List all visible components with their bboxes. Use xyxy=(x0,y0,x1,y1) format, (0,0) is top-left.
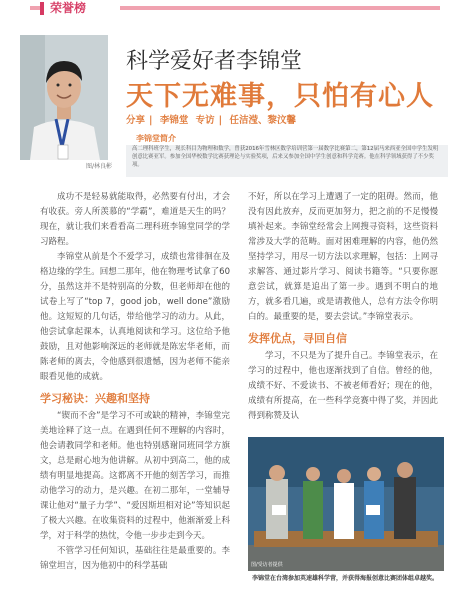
byline-share-name: 李锦堂 xyxy=(159,115,189,126)
paragraph: “锲而不舍”是学习不可或缺的精神，李锦堂完美地诠释了这一点。在遇到任何不理解的内容时，他会请教同学和老师。他也特别感谢同班同学方旗文，总是耐心地为他讲解。从初中到高二，他的成绩有明显地提高。这都离不开他的刻苦学习，而推动他学习的动力，是兴趣。在初二那年，一堂辅导课让他对“量子力学”、“爱因斯坦相对论”等知识起了极大兴趣。在收集资料的过程中，他渐渐爱上科学，对于科学的热忱，令他一步步走到今天。 xyxy=(40,411,230,541)
event-photo-caption: 李锦堂在台湾参加英速雄科学营，并获得海报创意比赛团体组卓越奖。 xyxy=(252,575,439,582)
paragraph: 学习，不只是为了提升自己。李锦堂表示，在学习的过程中，他也逐渐找到了自信。曾经的他，成绩不好、不爱读书、不被老师看好；现在的他，成绩有所提高，在一些科学竞赛中得了奖，并因此得到称赞及认 xyxy=(248,351,438,421)
byline-interview-label: 专访 xyxy=(195,115,215,126)
section-marker xyxy=(40,2,44,15)
event-photo xyxy=(248,437,444,571)
article-title: 科学爱好者李锦堂 xyxy=(126,49,303,74)
paragraph: 不好，所以在学习上遭遇了一定的阻碍。然而，他没有因此放弃，反而更加努力，把之前的不足慢慢填补起来。李锦堂经常会上网搜寻资料，这些资料常涉及大学的范畴。面对困难理解的内容，他仍然坚持学习，用尽一切方法以求理解，包括：上网寻求解答、通过影片学习、阅读书籍等。“只要你愿意尝试，就算是追出了第一步。遇到不明白的地方，就多看几遍，或是请教他人，总有方法令你明白的。最重要的是，要去尝试。”李锦堂表示。 xyxy=(248,192,438,322)
section-label: 荣誉榜 xyxy=(50,1,87,15)
intro-text: 高二理科班学生，现长科目为物理和数学，曾获2016年雪林区数学培训营第一届数学比赛第二，第12届马来西亚全国中学生发明创意比赛亚军。参加全国华校数学比赛获理论与实验奖项，后来又参加全国中学生创意和科学竞赛。他在科学领域获得了不少奖项。 xyxy=(132,146,439,169)
byline-interview-names: 任洁滢、黎汶馨 xyxy=(229,115,296,126)
event-illustration xyxy=(248,437,444,571)
subheading: 学习秘诀：兴趣和坚持 xyxy=(40,392,150,405)
paragraph: 不管学习任何知识，基础往往是最重要的。李锦堂坦言，因为他初中的科学基础 xyxy=(40,546,230,571)
paragraph: 成功不是轻易就能取得，必然要有付出，才会有收获。旁人所羡慕的“学霸”，难道是天生的吗？现在，就让我们来看看高二理科班李锦堂同学的学习路程。 xyxy=(40,192,230,247)
article-headline: 天下无难事，只怕有心人 xyxy=(126,81,434,112)
portrait-credit: 图/林良彬 xyxy=(86,163,113,170)
intro-heading: 李锦堂简介 xyxy=(136,134,176,143)
portrait-photo xyxy=(20,35,108,160)
section-tab xyxy=(40,0,120,17)
portrait-illustration xyxy=(20,35,108,160)
article-column-left xyxy=(40,190,230,574)
intro-box xyxy=(126,145,448,177)
paragraph: 李锦堂从前是个不爱学习，成绩也常徘徊在及格边缘的学生。回想二那年，他在物理考试拿了60分，虽然这并不是特别高的分数，但老师却在他的试卷上写了“top 7，good job，well done”激励他。这短短的几句话，带给他学习的动力。从此，他尝试拿起课本，认真地阅读和学习。这位给予他鼓励，且对他影响深远的老师就是陈宏华老师，而陈老师的离去，令他感到很遗憾，因为老师不能亲眼看见他的成就。 xyxy=(40,252,230,382)
article-column-right xyxy=(248,190,438,424)
byline: 分享 | 李锦堂 专访 | 任洁滢、黎汶馨 xyxy=(126,115,296,126)
subheading: 发挥优点，寻回自信 xyxy=(248,332,347,345)
event-photo-credit: 图/受访者提供 xyxy=(251,562,283,568)
byline-share-label: 分享 xyxy=(126,115,146,126)
